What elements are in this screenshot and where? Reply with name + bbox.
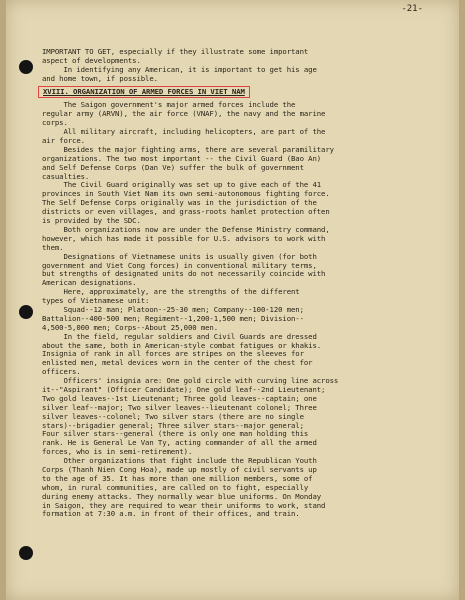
text-line: formation at 7:30 a.m. in front of their offices, and train.	[42, 510, 300, 519]
text-line: Insignia of rank in all forces are stripes on the sleeves for	[42, 350, 304, 359]
text-line: officers.	[42, 368, 81, 377]
text-line: The Civil Guard originally was set up to give each of the 41	[42, 181, 322, 190]
text-line: corps.	[42, 119, 68, 128]
text-line: types of Vietnamese unit:	[42, 297, 150, 306]
text-line: Corps (Thanh Nien Cong Hoa), made up mostly of civil servants up	[42, 465, 317, 474]
section-heading: XVIII. ORGANIZATION OF ARMED FORCES IN VIET NAM	[38, 86, 250, 99]
text-line: about the same, both in American-style combat fatigues or khakis.	[42, 341, 322, 350]
text-line: In the field, regular soldiers and Civil Guards are dressed	[42, 332, 317, 341]
text-line: but strengths of designated units do not necessarily coincide with	[42, 270, 326, 279]
page-number: -21-	[401, 4, 423, 14]
text-line: Designations of Vietnamese units is usually given (for both	[42, 252, 317, 261]
binder-hole	[19, 546, 33, 560]
text-line: government and Viet Cong forces) in conventional military terms,	[42, 261, 317, 270]
text-line: whom, in rural communities, are called on to fight, especially	[42, 483, 309, 492]
text-line: it--"Aspirant" (Officer Candidate); One gold leaf--2nd Lieutenant;	[42, 385, 326, 394]
text-line: The Self Defense Corps originally was in the jurisdiction of the	[42, 199, 317, 208]
text-line: during enemy attacks. They normally wear blue uniforms. On Monday	[42, 492, 322, 501]
text-line: organizations. The two most important -- the Civil Guard (Bao An)	[42, 154, 322, 163]
document-page	[6, 0, 459, 600]
binder-hole	[19, 60, 33, 74]
text-line: Squad--12 man; Platoon--25-30 men; Company--100-120 men;	[42, 305, 304, 314]
text-line: rank. He is General Le Van Ty, acting commander of all the armed	[42, 439, 317, 448]
text-line: silver leaves--colonel; Two silver stars (there are no single	[42, 412, 304, 421]
text-line: IMPORTANT TO GET, especially if they illustrate some important	[42, 48, 309, 56]
text-line: In identifying any American, it is important to get his age	[42, 65, 317, 74]
binder-hole	[19, 305, 33, 319]
text-line: Besides the major fighting arms, there are several paramilitary	[42, 145, 334, 154]
text-line: The Saigon government's major armed forces include the	[42, 101, 296, 110]
text-line: aspect of developments.	[42, 56, 141, 65]
text-line: and home town, if possible.	[42, 74, 158, 83]
text-line: 4,500-5,000 men; Corps--About 25,000 men.	[42, 323, 219, 332]
document-text	[42, 48, 447, 519]
text-line: All military aircraft, including helicopters, are part of the	[42, 128, 326, 137]
text-line: is provided by the SDC.	[42, 217, 141, 226]
text-line: Here, approximately, are the strengths of the different	[42, 288, 300, 297]
text-line: Two gold leaves--1st Lieutenant; Three gold leaves--captain; one	[42, 394, 317, 403]
text-line: however, which has made it possible for U.S. advisors to work with	[42, 234, 326, 243]
text-line: regular army (ARVN), the air force (VNAF), the navy and the marine	[42, 110, 326, 119]
text-line: enlisted men, metal devices worn in the center of the chest for	[42, 359, 313, 368]
text-line: air force.	[42, 137, 85, 146]
text-line: districts or even villages, and grass-roots hamlet protection often	[42, 208, 330, 217]
text-line: silver leaf--major; Two silver leaves--lieutenant colonel; Three	[42, 403, 317, 412]
text-line: to the age of 35. It has more than one million members, some of	[42, 474, 313, 483]
text-line: Battalion--400-500 men; Regiment--1,200-1,500 men; Division--	[42, 314, 304, 323]
text-line: American designations.	[42, 279, 137, 288]
text-line: Officers' insignia are: One gold circle with curving line across	[42, 377, 339, 386]
text-line: in Saigon, they are required to wear their uniforms to work, stand	[42, 501, 326, 510]
text-line: forces, who is in semi-retirement).	[42, 448, 193, 457]
text-line: casualties.	[42, 172, 90, 181]
text-line: Both organizations now are under the Defense Ministry command,	[42, 225, 330, 234]
text-line: them.	[42, 243, 64, 252]
text-line: Four silver stars--general (there is only one man holding this	[42, 430, 309, 439]
text-line: and Self Defense Corps (Dan Ve) suffer the bulk of government	[42, 163, 304, 172]
text-line: stars)--brigadier general; Three silver stars--major general;	[42, 421, 304, 430]
text-line: Other organizations that fight include the Republican Youth	[42, 457, 317, 466]
text-line: provinces in South Viet Nam its own semi-autonomous fighting force.	[42, 190, 330, 199]
